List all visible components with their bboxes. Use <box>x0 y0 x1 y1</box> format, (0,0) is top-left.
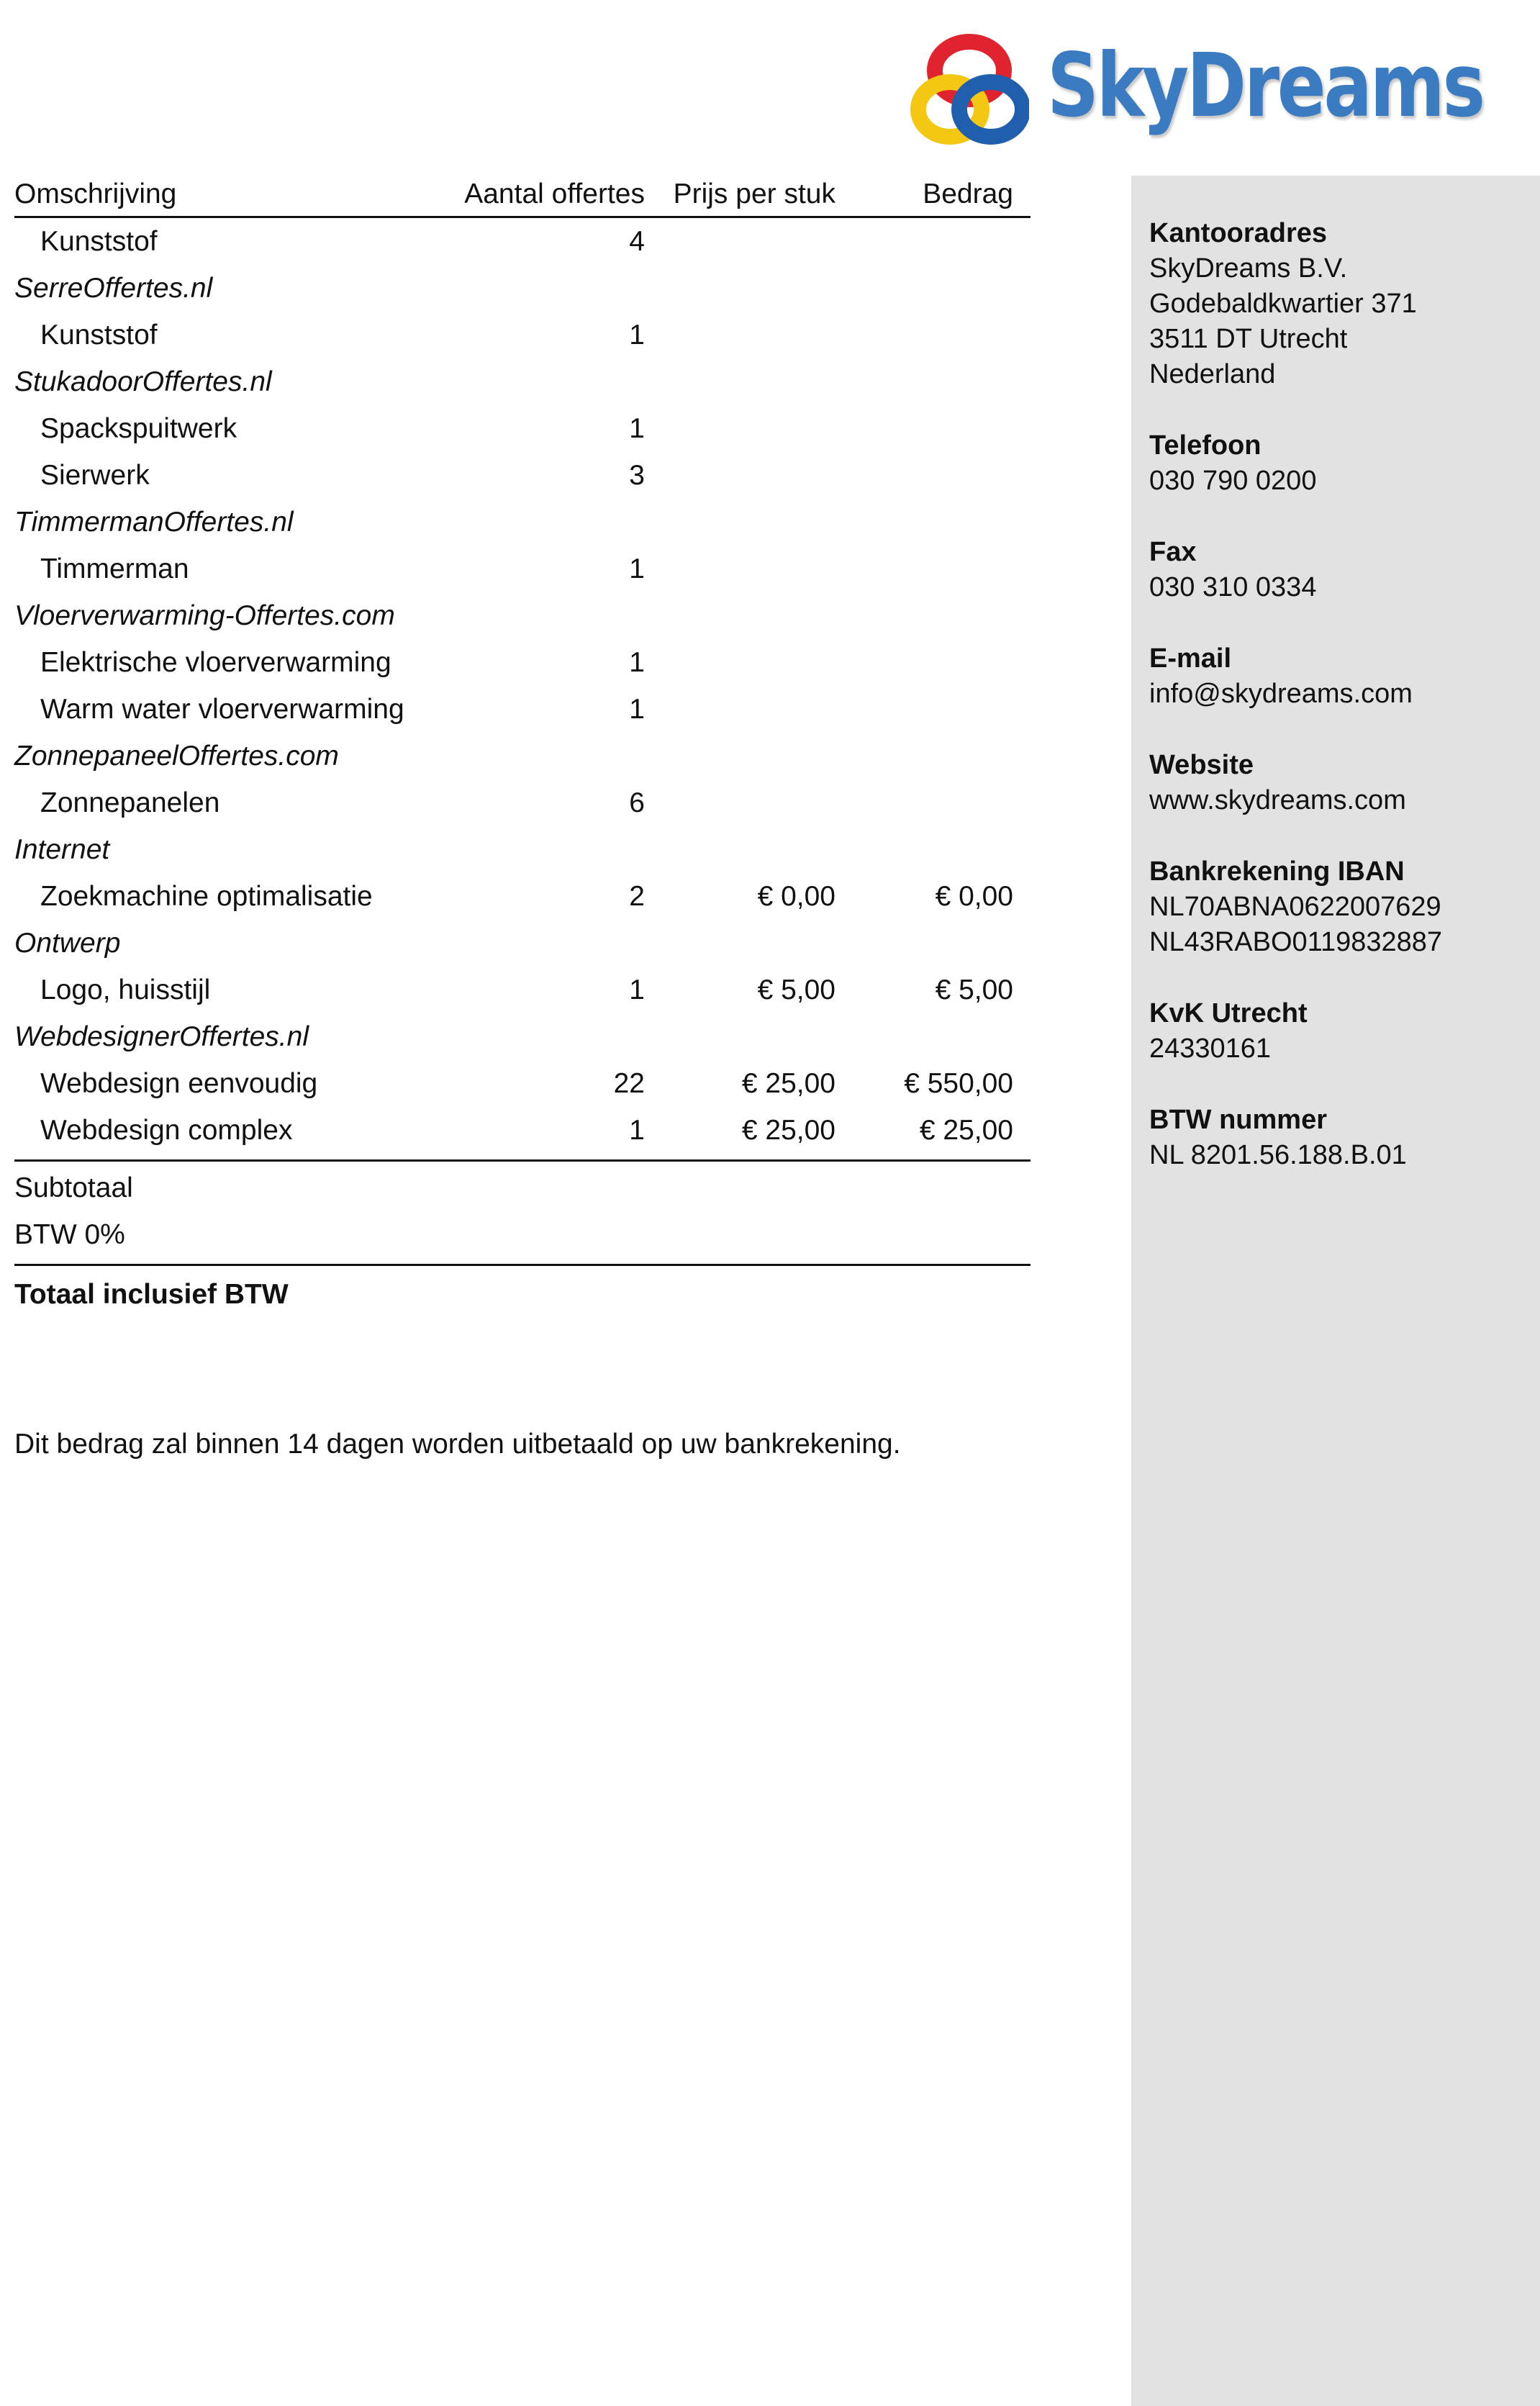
group-title: Vloerverwarming-Offertes.com <box>14 600 395 631</box>
table-row <box>14 873 1031 920</box>
info-label: E-mail <box>1149 643 1232 674</box>
table-row <box>14 312 1031 358</box>
row-unit-price: € 25,00 <box>741 1068 835 1099</box>
info-block <box>1149 854 1523 960</box>
info-value: 030 310 0334 <box>1149 572 1317 602</box>
logo-rings-icon <box>910 29 1029 151</box>
group-title: StukadoorOffertes.nl <box>14 366 272 397</box>
info-label: Telefoon <box>1149 430 1262 461</box>
table-row <box>14 452 1031 499</box>
row-amount: € 550,00 <box>904 1068 1013 1099</box>
row-quantity: 4 <box>629 226 645 257</box>
table-row <box>14 779 1031 826</box>
group-row <box>14 733 1031 779</box>
row-description: Kunststof <box>40 320 158 351</box>
group-row <box>14 358 1031 405</box>
subtotal-row <box>14 1164 1031 1211</box>
table-row <box>14 639 1031 686</box>
row-description: Timmerman <box>40 553 189 584</box>
info-value: www.skydreams.com <box>1149 785 1406 815</box>
row-description: Warm water vloerverwarming <box>40 694 404 725</box>
group-title: TimmermanOffertes.nl <box>14 507 294 538</box>
row-quantity: 1 <box>629 974 645 1005</box>
header-unit-price: Prijs per stuk <box>673 178 835 209</box>
logo-wordmark: SkyDreams <box>1047 35 1483 137</box>
row-description: Kunststof <box>40 226 158 257</box>
group-row <box>14 826 1031 873</box>
row-description: Elektrische vloerverwarming <box>40 647 391 678</box>
info-value: 030 790 0200 <box>1149 466 1317 496</box>
rows-divider <box>14 1159 1031 1162</box>
skydreams-logo <box>910 26 1500 155</box>
info-block <box>1149 1103 1523 1173</box>
group-row <box>14 1013 1031 1060</box>
contact-details <box>1149 216 1523 1209</box>
row-description: Sierwerk <box>40 460 150 491</box>
group-title: ZonnepaneelOffertes.com <box>14 741 339 772</box>
row-quantity: 1 <box>629 553 645 584</box>
info-label: Website <box>1149 750 1254 780</box>
info-value: 24330161 <box>1149 1034 1272 1064</box>
table-row <box>14 546 1031 592</box>
table-header <box>14 166 1031 216</box>
row-quantity: 22 <box>613 1068 645 1099</box>
row-description: Spackspuitwerk <box>40 413 237 444</box>
row-quantity: 2 <box>629 881 645 912</box>
row-description: Zonnepanelen <box>40 787 220 818</box>
row-unit-price: € 5,00 <box>757 974 835 1005</box>
info-value: 3511 DT Utrecht <box>1149 324 1348 354</box>
total-label: Totaal inclusief BTW <box>14 1279 289 1310</box>
invoice-table <box>14 166 1031 1324</box>
row-description: Webdesign complex <box>40 1115 293 1146</box>
table-row <box>14 686 1031 733</box>
header-description: Omschrijving <box>14 178 177 209</box>
group-title: Ontwerp <box>14 928 121 959</box>
table-row <box>14 1107 1031 1154</box>
row-quantity: 1 <box>629 320 645 351</box>
info-label: KvK Utrecht <box>1149 998 1308 1028</box>
header-amount: Bedrag <box>923 178 1013 209</box>
row-quantity: 1 <box>629 413 645 444</box>
info-block <box>1149 748 1523 818</box>
total-row <box>14 1266 1031 1324</box>
table-row <box>14 1060 1031 1107</box>
row-quantity: 1 <box>629 647 645 678</box>
group-row <box>14 592 1031 639</box>
row-description: Webdesign eenvoudig <box>40 1068 318 1099</box>
row-quantity: 1 <box>629 694 645 725</box>
info-value: info@skydreams.com <box>1149 679 1413 709</box>
info-label: BTW nummer <box>1149 1105 1327 1135</box>
info-value: Godebaldkwartier 371 <box>1149 289 1417 319</box>
vat-row <box>14 1211 1031 1258</box>
group-row <box>14 265 1031 312</box>
row-unit-price: € 0,00 <box>757 881 835 912</box>
info-label: Bankrekening IBAN <box>1149 856 1405 887</box>
info-value: NL 8201.56.188.B.01 <box>1149 1140 1407 1170</box>
info-block <box>1149 535 1523 605</box>
info-block <box>1149 641 1523 712</box>
header-quantity: Aantal offertes <box>464 178 645 209</box>
group-row <box>14 920 1031 967</box>
group-title: SerreOffertes.nl <box>14 273 213 304</box>
row-unit-price: € 25,00 <box>741 1115 835 1146</box>
row-quantity: 3 <box>629 460 645 491</box>
info-value: NL43RABO0119832887 <box>1149 927 1443 957</box>
group-row <box>14 499 1031 546</box>
row-amount: € 25,00 <box>919 1115 1013 1146</box>
info-value: NL70ABNA0622007629 <box>1149 892 1441 922</box>
payment-note: Dit bedrag zal binnen 14 dagen worden uitbetaald op uw bankrekening. <box>14 1429 901 1460</box>
row-amount: € 0,00 <box>935 881 1013 912</box>
table-row <box>14 405 1031 452</box>
row-description: Zoekmachine optimalisatie <box>40 881 373 912</box>
row-amount: € 5,00 <box>935 974 1013 1005</box>
row-description: Logo, huisstijl <box>40 974 211 1005</box>
info-label: Kantooradres <box>1149 218 1328 248</box>
table-row <box>14 967 1031 1013</box>
vat-label: BTW 0% <box>14 1219 125 1250</box>
info-block <box>1149 996 1523 1067</box>
info-block <box>1149 428 1523 499</box>
row-quantity: 1 <box>629 1115 645 1146</box>
info-value: SkyDreams B.V. <box>1149 253 1348 284</box>
group-title: Internet <box>14 834 110 865</box>
table-row <box>14 218 1031 265</box>
info-label: Fax <box>1149 537 1197 567</box>
info-block <box>1149 216 1523 392</box>
table-body <box>14 218 1031 1154</box>
row-quantity: 6 <box>629 787 645 818</box>
subtotal-label: Subtotaal <box>14 1172 133 1203</box>
group-title: WebdesignerOffertes.nl <box>14 1021 309 1052</box>
info-value: Nederland <box>1149 359 1276 389</box>
